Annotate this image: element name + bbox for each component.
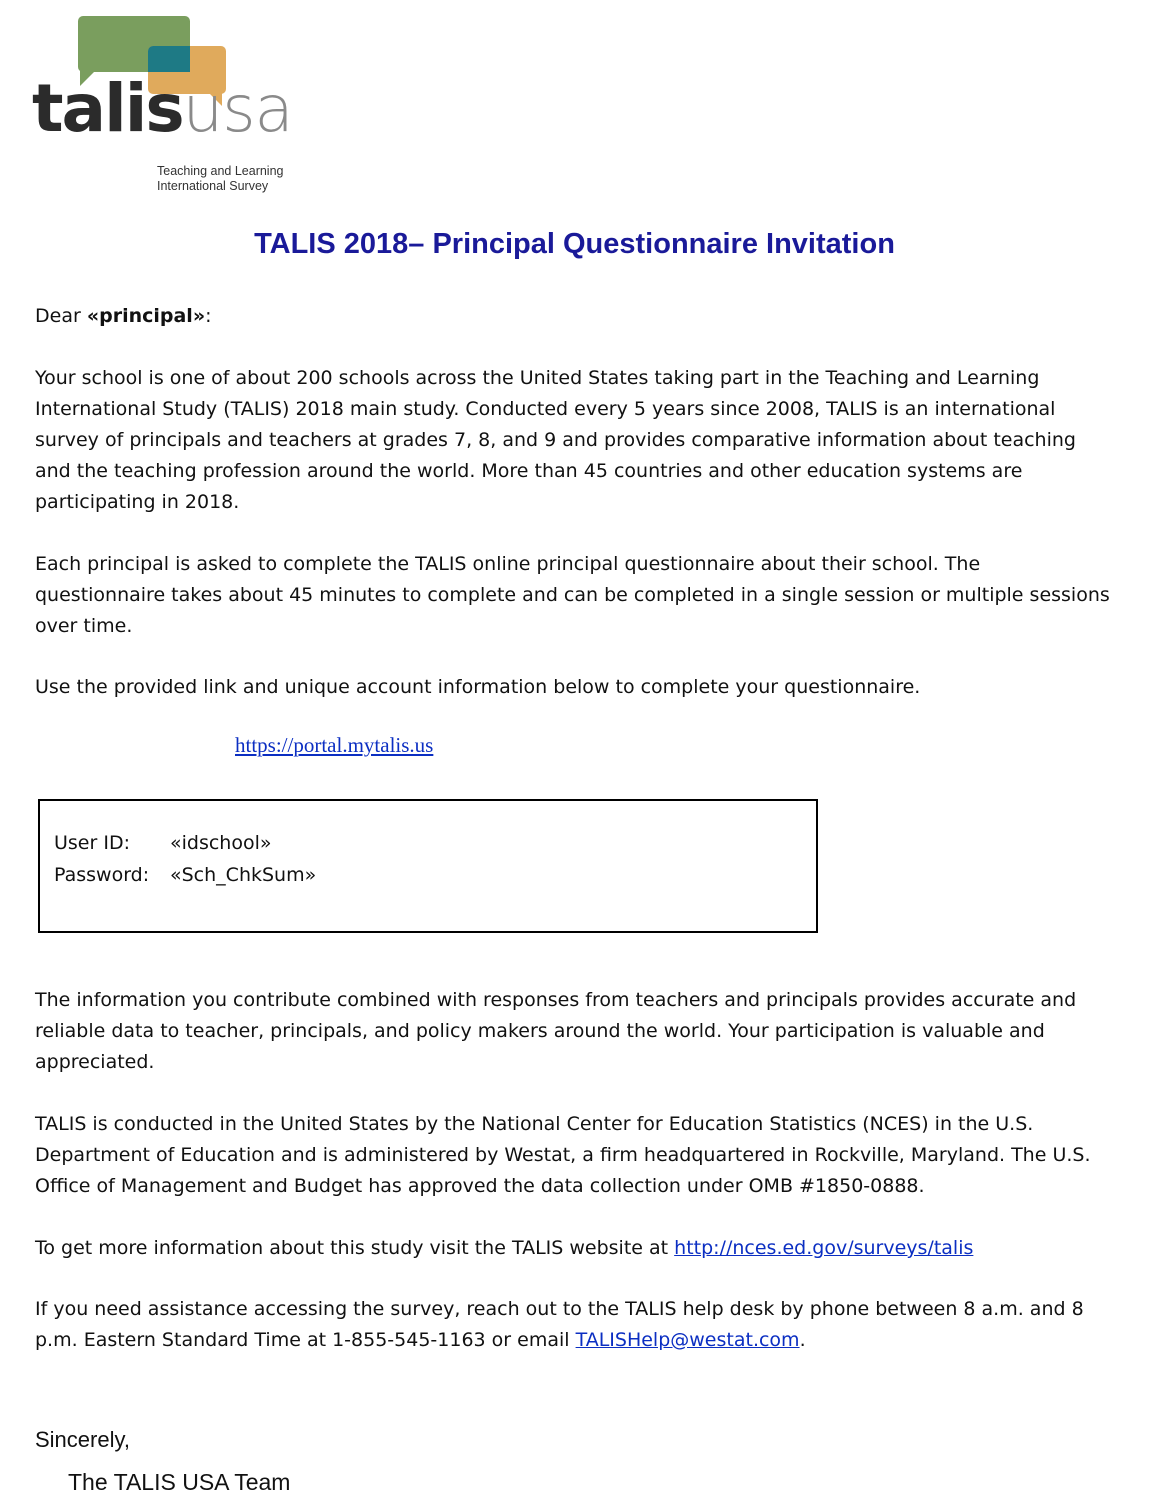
paragraph-use-link: Use the provided link and unique account information below to complete your questionnaire. — [35, 676, 921, 698]
tagline-line-1: Teaching and Learning — [157, 164, 284, 178]
talis-usa-logo — [30, 14, 310, 204]
help-end: . — [799, 1329, 806, 1351]
wordmark-usa: usa — [182, 73, 293, 147]
logo-wordmark — [32, 70, 293, 147]
password-row — [54, 864, 316, 886]
tagline-line-2: International Survey — [157, 179, 269, 193]
credentials-box — [38, 799, 818, 933]
signature: The TALIS USA Team — [68, 1469, 291, 1495]
paragraph-instructions: Each principal is asked to complete the TALIS online principal questionnaire about their school. The questionnaire takes about 45 minutes to complete and can be completed in a single session or multiple sessions over time. — [35, 553, 1110, 637]
logo-tagline — [157, 164, 284, 194]
closing: Sincerely, — [35, 1427, 130, 1452]
password-label: Password: — [54, 864, 150, 886]
password-value: «Sch_ChkSum» — [170, 864, 317, 886]
user-id-row — [54, 832, 272, 854]
salutation-suffix: : — [205, 305, 212, 327]
paragraph-intro: Your school is one of about 200 schools across the United States taking part in the Teaching and Learning International Study (TALIS) 2018 main study. Conducted every 5 years since 2008, TALIS is an international survey of principals and teachers at grades 7, 8, and 9 and provides comparative information about teaching and the teaching profession around the world. More than 45 countries and other education systems are participating in 2018. — [35, 367, 1076, 513]
help-email-link[interactable]: TALISHelp@westat.com — [575, 1329, 800, 1351]
paragraph-contribution: The information you contribute combined with responses from teachers and principals provides accurate and reliable data to teacher, principals, and policy makers around the world. Your participation is valuable and appreciated. — [35, 989, 1077, 1073]
paragraph-help — [35, 1294, 1115, 1356]
paragraph-nces: TALIS is conducted in the United States by the National Center for Education Statistics (NCES) in the U.S. Department of Education and is administered by Westat, a firm headquartered in Rockville, Maryland. The U.S. Office of Management and Budget has approved the data collection under OMB #1850-0888. — [35, 1113, 1091, 1197]
user-id-value: «idschool» — [170, 832, 272, 854]
website-text: To get more information about this study visit the TALIS website at — [35, 1237, 675, 1259]
salutation — [35, 301, 1115, 332]
wordmark-talis: talis — [32, 70, 183, 147]
page-title: TALIS 2018– Principal Questionnaire Invitation — [254, 228, 895, 260]
talis-website-link[interactable]: http://nces.ed.gov/surveys/talis — [674, 1237, 974, 1259]
portal-link[interactable]: https://portal.mytalis.us — [235, 733, 434, 757]
salutation-prefix: Dear — [35, 305, 87, 327]
bubble-overlap — [148, 46, 190, 72]
user-id-label: User ID: — [54, 832, 130, 854]
principal-placeholder: «principal» — [86, 305, 206, 327]
paragraph-website — [35, 1233, 1115, 1264]
help-text: If you need assistance accessing the survey, reach out to the TALIS help desk by phone between 8 a.m. and 8 p.m. Eastern Standard Time at 1-855-545-1163 or email — [35, 1298, 1084, 1351]
